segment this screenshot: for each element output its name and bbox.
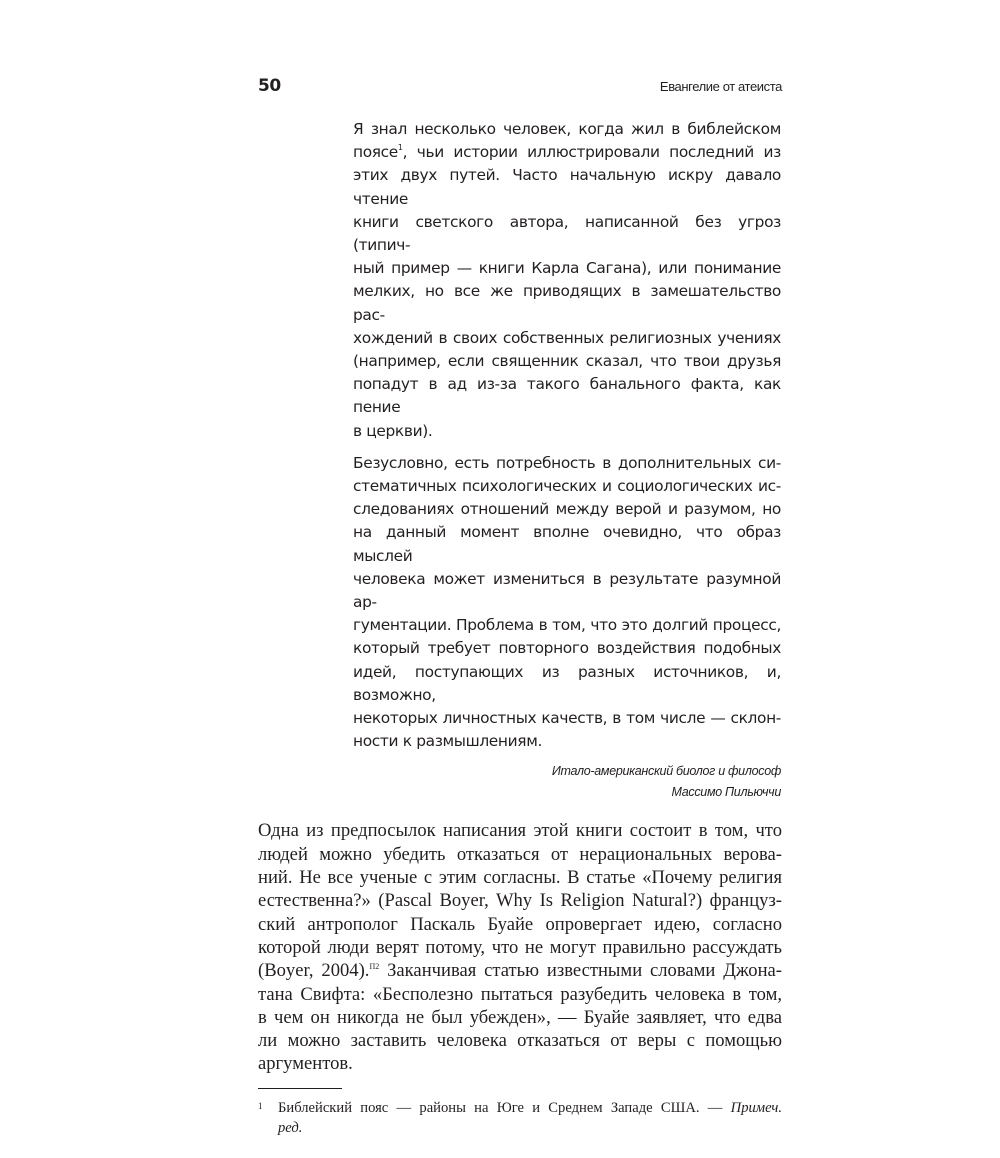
text-line: в церкви).: [353, 421, 433, 440]
text-line: ли можно заставить человека отказаться от веры с помощью: [258, 1030, 782, 1052]
text-line: аргументов.: [258, 1053, 353, 1075]
footnote-reference[interactable]: 1: [397, 143, 403, 153]
epigraph-attribution: [353, 761, 781, 803]
attribution-role: Итало-американский биолог и философ: [551, 764, 781, 779]
text-line: следованиях отношений между верой и разумом, но: [353, 500, 781, 519]
epigraph: [353, 118, 781, 753]
footnote-divider: [258, 1088, 342, 1089]
endnote-reference[interactable]: П2: [369, 962, 380, 972]
text-line: этих двух путей. Часто начальную искру давало чтение: [353, 166, 781, 208]
text-line: Я знал несколько человек, когда жил в библейском: [353, 120, 781, 138]
text-line: попадут в ад из-за такого банального факта, как пение: [353, 375, 781, 417]
text-line: гументации. Проблема в том, что это долгий процесс,: [353, 616, 781, 635]
text-line: ред.: [278, 1119, 303, 1136]
text-line: книги светского автора, написанной без угроз (типич-: [353, 212, 781, 255]
text-line: ний. Не все ученые с этим согласны. В статье «Почему религия: [258, 867, 782, 889]
text-line: на данный момент вполне очевидно, что образ мыслей: [353, 523, 781, 565]
page-number: 50: [258, 76, 281, 96]
text-line: некоторых личностных качеств, в том числе — склон-: [353, 709, 781, 728]
footnote-body: [278, 1098, 782, 1138]
text-line: в чем он никогда не был убежден», — Буайе заявляет, что едва: [258, 1006, 782, 1028]
page-header: [258, 76, 782, 102]
text-line: Одна из предпосылок написания этой книги состоит в том, что: [258, 820, 782, 842]
text-line: ности к размышлениям.: [353, 732, 543, 751]
text-line: которой люди верят потому, что не могут правильно рассуждать: [258, 936, 782, 958]
epigraph-paragraph-1: [353, 118, 781, 443]
text-line: Библейский пояс — районы на Юге и Среднем Западе США. — Примеч.: [278, 1099, 782, 1116]
text-line: поясе$^1$, чьи истории иллюстрировали последний из: [353, 143, 781, 162]
attribution-name: Массимо Пильюччи: [671, 785, 781, 800]
text-line: человека может измениться в результате разумной ар-: [353, 569, 781, 612]
footnote: [258, 1098, 782, 1158]
text-line: Безусловно, есть потребность в дополнительных си-: [353, 453, 781, 472]
text-line: который требует повторного воздействия подобных: [353, 639, 781, 658]
running-title: Евангелие от атеиста: [659, 79, 782, 94]
footnote-mark: 1: [258, 1100, 263, 1111]
text-line: людей можно убедить отказаться от нерациональных верова-: [258, 843, 782, 865]
text-line: ный пример — книги Карла Сагана), или понимание: [353, 259, 781, 278]
text-line: (Boyer, 2004).$^{П2}$ Заканчивая статью известными словами Джона-: [258, 960, 782, 982]
text-line: стематичных психологических и социологических ис-: [353, 477, 781, 496]
text-line: хождений в своих собственных религиозных учениях: [353, 328, 781, 347]
text-line: ский антрополог Паскаль Буайе опровергает идею, согласно: [258, 913, 782, 935]
text-line: мелких, но все же приводящих в замешательство рас-: [353, 282, 781, 324]
text-line: естественна?» (Pascal Boyer, Why Is Religion Natural?) француз-: [258, 890, 782, 912]
body-paragraph: [258, 819, 782, 1075]
text-line: (например, если священник сказал, что твои друзья: [353, 352, 781, 371]
epigraph-paragraph-2: [353, 452, 781, 754]
text-line: тана Свифта: «Бесполезно пытаться разубедить человека в том,: [258, 983, 782, 1005]
text-line: идей, поступающих из разных источников, и, возможно,: [353, 662, 781, 704]
